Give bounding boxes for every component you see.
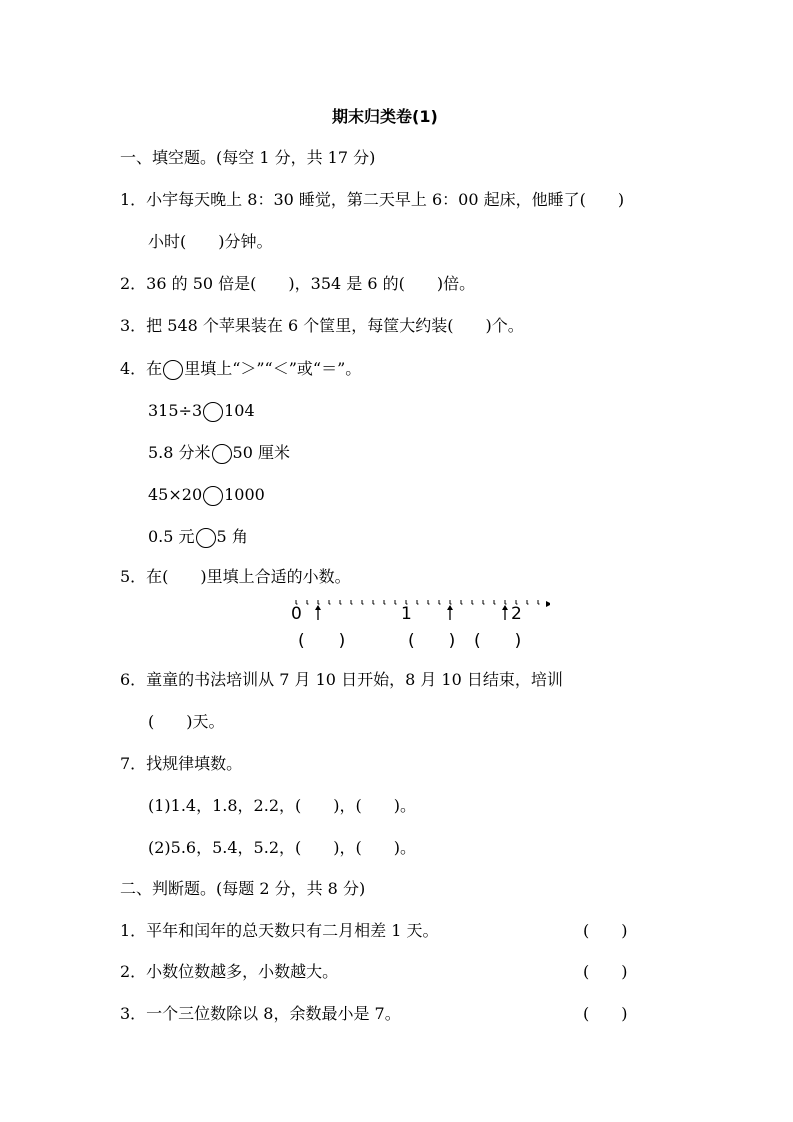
q4 — [120, 359, 361, 380]
number-line-label-1: 1 — [401, 604, 412, 624]
number-line-label-0: 0 — [291, 604, 302, 624]
q4-item-left: 5.8 分米 — [148, 443, 211, 462]
number-line-label-2: 2 — [511, 604, 522, 624]
q7-b: (2)5.6，5.4，5.2，( )，( )。 — [148, 838, 416, 857]
q4-item-4 — [148, 527, 248, 548]
judge-item-1: 1．平年和闰年的总天数只有二月相差 1 天。 — [120, 921, 439, 940]
section2-heading: 二、判断题。(每题 2 分，共 8 分) — [120, 879, 366, 898]
q4-item-right: 50 厘米 — [232, 443, 290, 462]
number-line-blank-3[interactable]: ( ) — [474, 631, 522, 651]
q4-item-3 — [148, 485, 265, 506]
number-line — [280, 596, 550, 654]
q1-line2: 小时( )分钟。 — [148, 232, 273, 251]
judge-blank-3[interactable]: ( ) — [583, 1004, 628, 1023]
compare-circle-icon — [163, 360, 183, 380]
number-line-axis — [280, 596, 550, 626]
q6-line1: 6．童童的书法培训从 7 月 10 日开始，8 月 10 日结束，培训 — [120, 670, 563, 689]
answer-circle[interactable] — [203, 486, 223, 506]
pointer-arrow-head — [502, 605, 508, 610]
q5: 5．在( )里填上合适的小数。 — [120, 567, 351, 586]
q2: 2．36 的 50 倍是( )，354 是 6 的( )倍。 — [120, 274, 476, 293]
q6-line2: ( )天。 — [148, 712, 225, 731]
q4-item-left: 315÷3 — [148, 401, 203, 420]
q4-suffix: 里填上“＞”“＜”或“＝”。 — [184, 359, 362, 378]
pointer-arrow-head — [447, 605, 453, 610]
q4-item-1 — [148, 401, 255, 422]
judge-blank-1[interactable]: ( ) — [583, 921, 628, 940]
q7: 7．找规律填数。 — [120, 754, 243, 773]
number-line-blank-1[interactable]: ( ) — [298, 631, 346, 651]
q4-item-right: 5 角 — [216, 527, 248, 546]
q4-item-right: 1000 — [224, 485, 265, 504]
q4-item-right: 104 — [224, 401, 255, 420]
pointer-arrow-head — [315, 605, 321, 610]
page-title: 期末归类卷(1) — [332, 107, 438, 126]
q1-line1: 1．小宇每天晚上 8：30 睡觉，第二天早上 6：00 起床，他睡了( ) — [120, 190, 625, 209]
section1-heading: 一、填空题。(每空 1 分，共 17 分) — [120, 148, 376, 167]
q7-a: (1)1.4，1.8，2.2，( )，( )。 — [148, 796, 416, 815]
judge-blank-2[interactable]: ( ) — [583, 962, 628, 981]
number-line-blank-2[interactable]: ( ) — [408, 631, 456, 651]
q3: 3．把 548 个苹果装在 6 个筐里，每筐大约装( )个。 — [120, 316, 524, 335]
q4-item-left: 45×20 — [148, 485, 203, 504]
judge-item-3: 3．一个三位数除以 8，余数最小是 7。 — [120, 1004, 401, 1023]
axis-arrowhead — [546, 601, 550, 607]
q4-item-left: 0.5 元 — [148, 527, 195, 546]
answer-circle[interactable] — [212, 444, 232, 464]
judge-item-2: 2．小数位数越多，小数越大。 — [120, 962, 339, 981]
answer-circle[interactable] — [196, 528, 216, 548]
answer-circle[interactable] — [203, 402, 223, 422]
q4-prefix: 4．在 — [120, 359, 163, 378]
q4-item-2 — [148, 443, 290, 464]
